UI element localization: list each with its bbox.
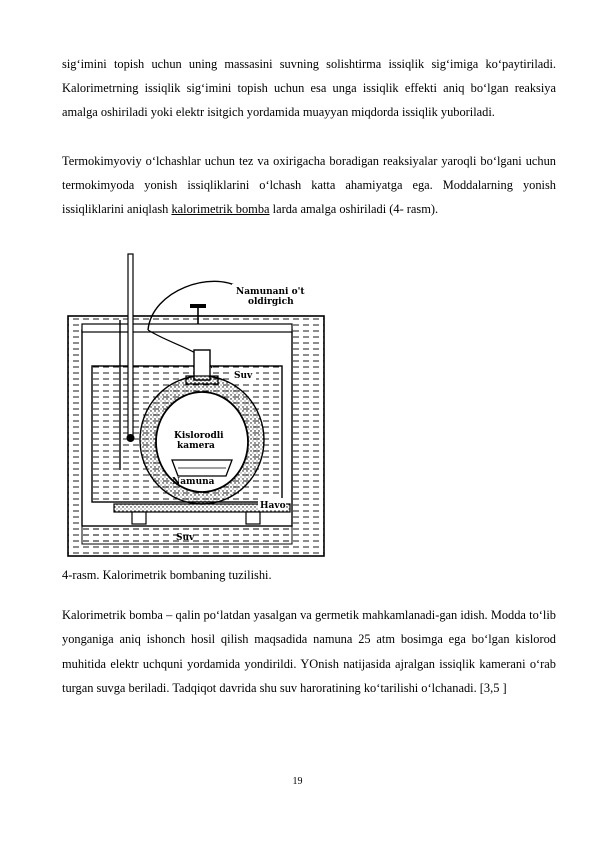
label-chamber: kamera bbox=[177, 441, 215, 451]
paragraph-thermochemistry bbox=[62, 149, 556, 222]
thermometer-bulb bbox=[127, 434, 135, 442]
paragraph-text: larda amalga oshiriladi (4- rasm). bbox=[269, 202, 439, 217]
lid-knob bbox=[190, 304, 206, 308]
label-water-bottom: Suv bbox=[176, 533, 195, 543]
label-oxygen: Kislorodli bbox=[174, 431, 224, 441]
calorimetric-bomb-link[interactable]: kalorimetrik bomba bbox=[171, 202, 270, 217]
label-air: Havo bbox=[260, 501, 286, 511]
thermometer bbox=[128, 254, 133, 440]
bomb-diagram bbox=[62, 250, 328, 558]
paragraph-text: Termokimyoviy oʻlchashlar uchun tez va oxirigacha boradigan reaksiyalar yaroqli boʻlgani uchun termokimyoda yonish issiqliklarini oʻlchash katta ahamiyatga ega. Moddalarning yonish issiqliklarini aniqlash bbox=[62, 154, 556, 217]
page-number: 19 bbox=[292, 776, 303, 787]
label-igniter: Namunani o't bbox=[236, 287, 305, 297]
vessel-lid bbox=[82, 324, 292, 332]
calorimetric-bomb-figure bbox=[62, 250, 328, 558]
label-water-top: Suv bbox=[234, 371, 253, 381]
label-igniter-2: oldirgich bbox=[248, 297, 294, 307]
figure-caption: 4-rasm. Kalorimetrik bombaning tuzilishi. bbox=[62, 568, 272, 582]
paragraph-heat-capacity: sigʻimini topish uchun uning massasini suvning solishtirma issiqlik sigʻimiga koʻpaytiriladi. Kalorimetrning issiqlik sigʻimini topish uchun esa unga issiqlik effekti aniq boʻlgan reaksiya amalga oshiriladi yoki elektr isitgich yordamida muayyan miqdorda issiqlik yuboriladi. bbox=[62, 57, 556, 120]
label-sample: Namuna bbox=[172, 477, 215, 487]
paragraph-bomb-description: Kalorimetrik bomba – qalin poʻlatdan yasalgan va germetik mahkamlanadi-gan idish. Modda toʻlib yonganiga aniq ishonch hosil qilish maqsadida namuna 25 atm bosimga ega boʻlgan kislorod muhitida elektr uchquni yordamida yondirildi. YOnish natijasida ajralgan issiqlik kamerani oʻrab turgan suvga beriladi. Tadqiqot davrida shu suv haroratining koʻtarilishi oʻlchanadi. [3,5 ] bbox=[62, 608, 556, 696]
